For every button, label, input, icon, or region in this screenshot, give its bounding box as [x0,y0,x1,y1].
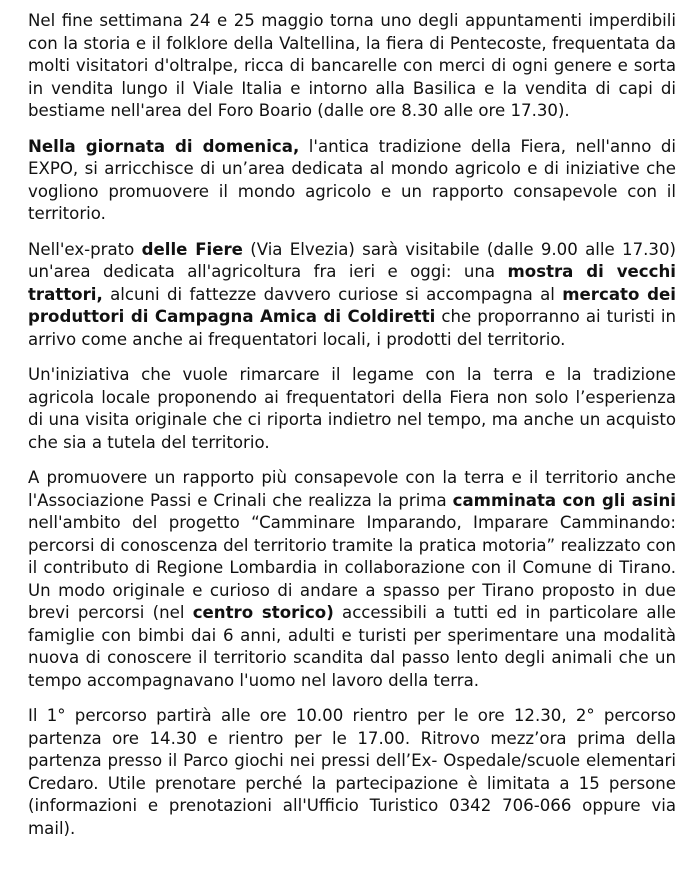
paragraph-text: l'antica tradizione della Fiera, nell'anno di EXPO, si arricchisce di un’area dedicata al mondo agricolo e di iniziative che vogliono promuovere il mondo agricolo e un rapporto consapevole con il territorio. [28,136,676,223]
bold-phrase: mostra di vecchi trattori, [28,262,676,304]
bold-phrase: delle Fiere [141,239,243,259]
paragraph-text: Nel fine settimana 24 e 25 maggio torna uno degli appuntamenti imperdibili con la storia e il folklore della Valtellina, la fiera di Pentecoste, frequentata da molti visitatori d'oltralpe, ricca di bancarelle con merci di ogni genere e sorta in vendita lungo il Viale Italia e intorno alla Basilica e la vendita di capi di bestiame nell'area del Foro Boario (dalle ore 8.30 alle ore 17.30). [28,11,676,120]
paragraph-text: Nell'ex-prato [28,239,142,259]
paragraph-text: Un'iniziativa che vuole rimarcare il legame con la terra e la tradizione agricola locale proponendo ai frequentatori della Fiera non solo l’esperienza di una visita originale che ci riporta indietro nel tempo, ma anche un acquisto che sia a tutela del territorio. [28,365,676,452]
article-body [28,10,676,853]
paragraph-percorsi [28,705,676,840]
paragraph-camminata-asini [28,467,676,692]
paragraph-text: (Via Elvezia) sarà visitabile (dalle 9.00 alle 17.30) un'area dedicata all'agricoltura fra ieri e oggi: una [28,239,676,281]
paragraph-text: che proporranno ai turisti in arrivo come anche ai frequentatori locali, i prodotti del territorio. [28,307,676,349]
paragraph-iniziativa [28,364,676,454]
bold-phrase: Nella giornata di domenica, [28,136,300,156]
paragraph-text: nell'ambito del progetto “Camminare Imparando, Imparare Camminando: percorsi di conoscenza del territorio tramite la pratica motoria” realizzato con il contributo di Regione Lombardia in collaborazione con il Comune di Tirano. Un modo originale e curioso di andare a spasso per Tirano proposto in due brevi percorsi (nel [28,513,676,622]
paragraph-text: Il 1° percorso partirà alle ore 10.00 rientro per le ore 12.30, 2° percorso partenza ore 14.30 e rientro per le 17.00. Ritrovo mezz’ora prima della partenza presso il Parco giochi nei pressi dell’Ex- Ospedale/scuole elementari Credaro. Utile prenotare perché la partecipazione è limitata a 15 persone (informazioni e prenotazioni all'Ufficio Turistico 0342 706-066 oppure via mail). [28,706,676,838]
paragraph-ex-prato [28,239,676,352]
paragraph-text: accessibili a tutti ed in particolare alle famiglie con bimbi dai 6 anni, adulti e turisti per sperimentare una modalità nuova di conoscere il territorio scandita dal passo lento degli animali che un tempo accompagnavano l'uomo nel lavoro della terra. [28,603,676,690]
bold-phrase: mercato dei produttori di Campagna Amica di Coldiretti [28,284,676,326]
paragraph-text: alcuni di fattezze davvero curiose si accompagna al [102,284,563,304]
bold-phrase: camminata con gli asini [452,490,676,510]
bold-phrase: centro storico) [192,603,334,622]
paragraph-text: A promuovere un rapporto più consapevole con la terra e il territorio anche l'Associazione Passi e Crinali che realizza la prima [28,468,676,510]
paragraph-fiera-pentecoste [28,10,676,123]
paragraph-domenica [28,136,676,226]
